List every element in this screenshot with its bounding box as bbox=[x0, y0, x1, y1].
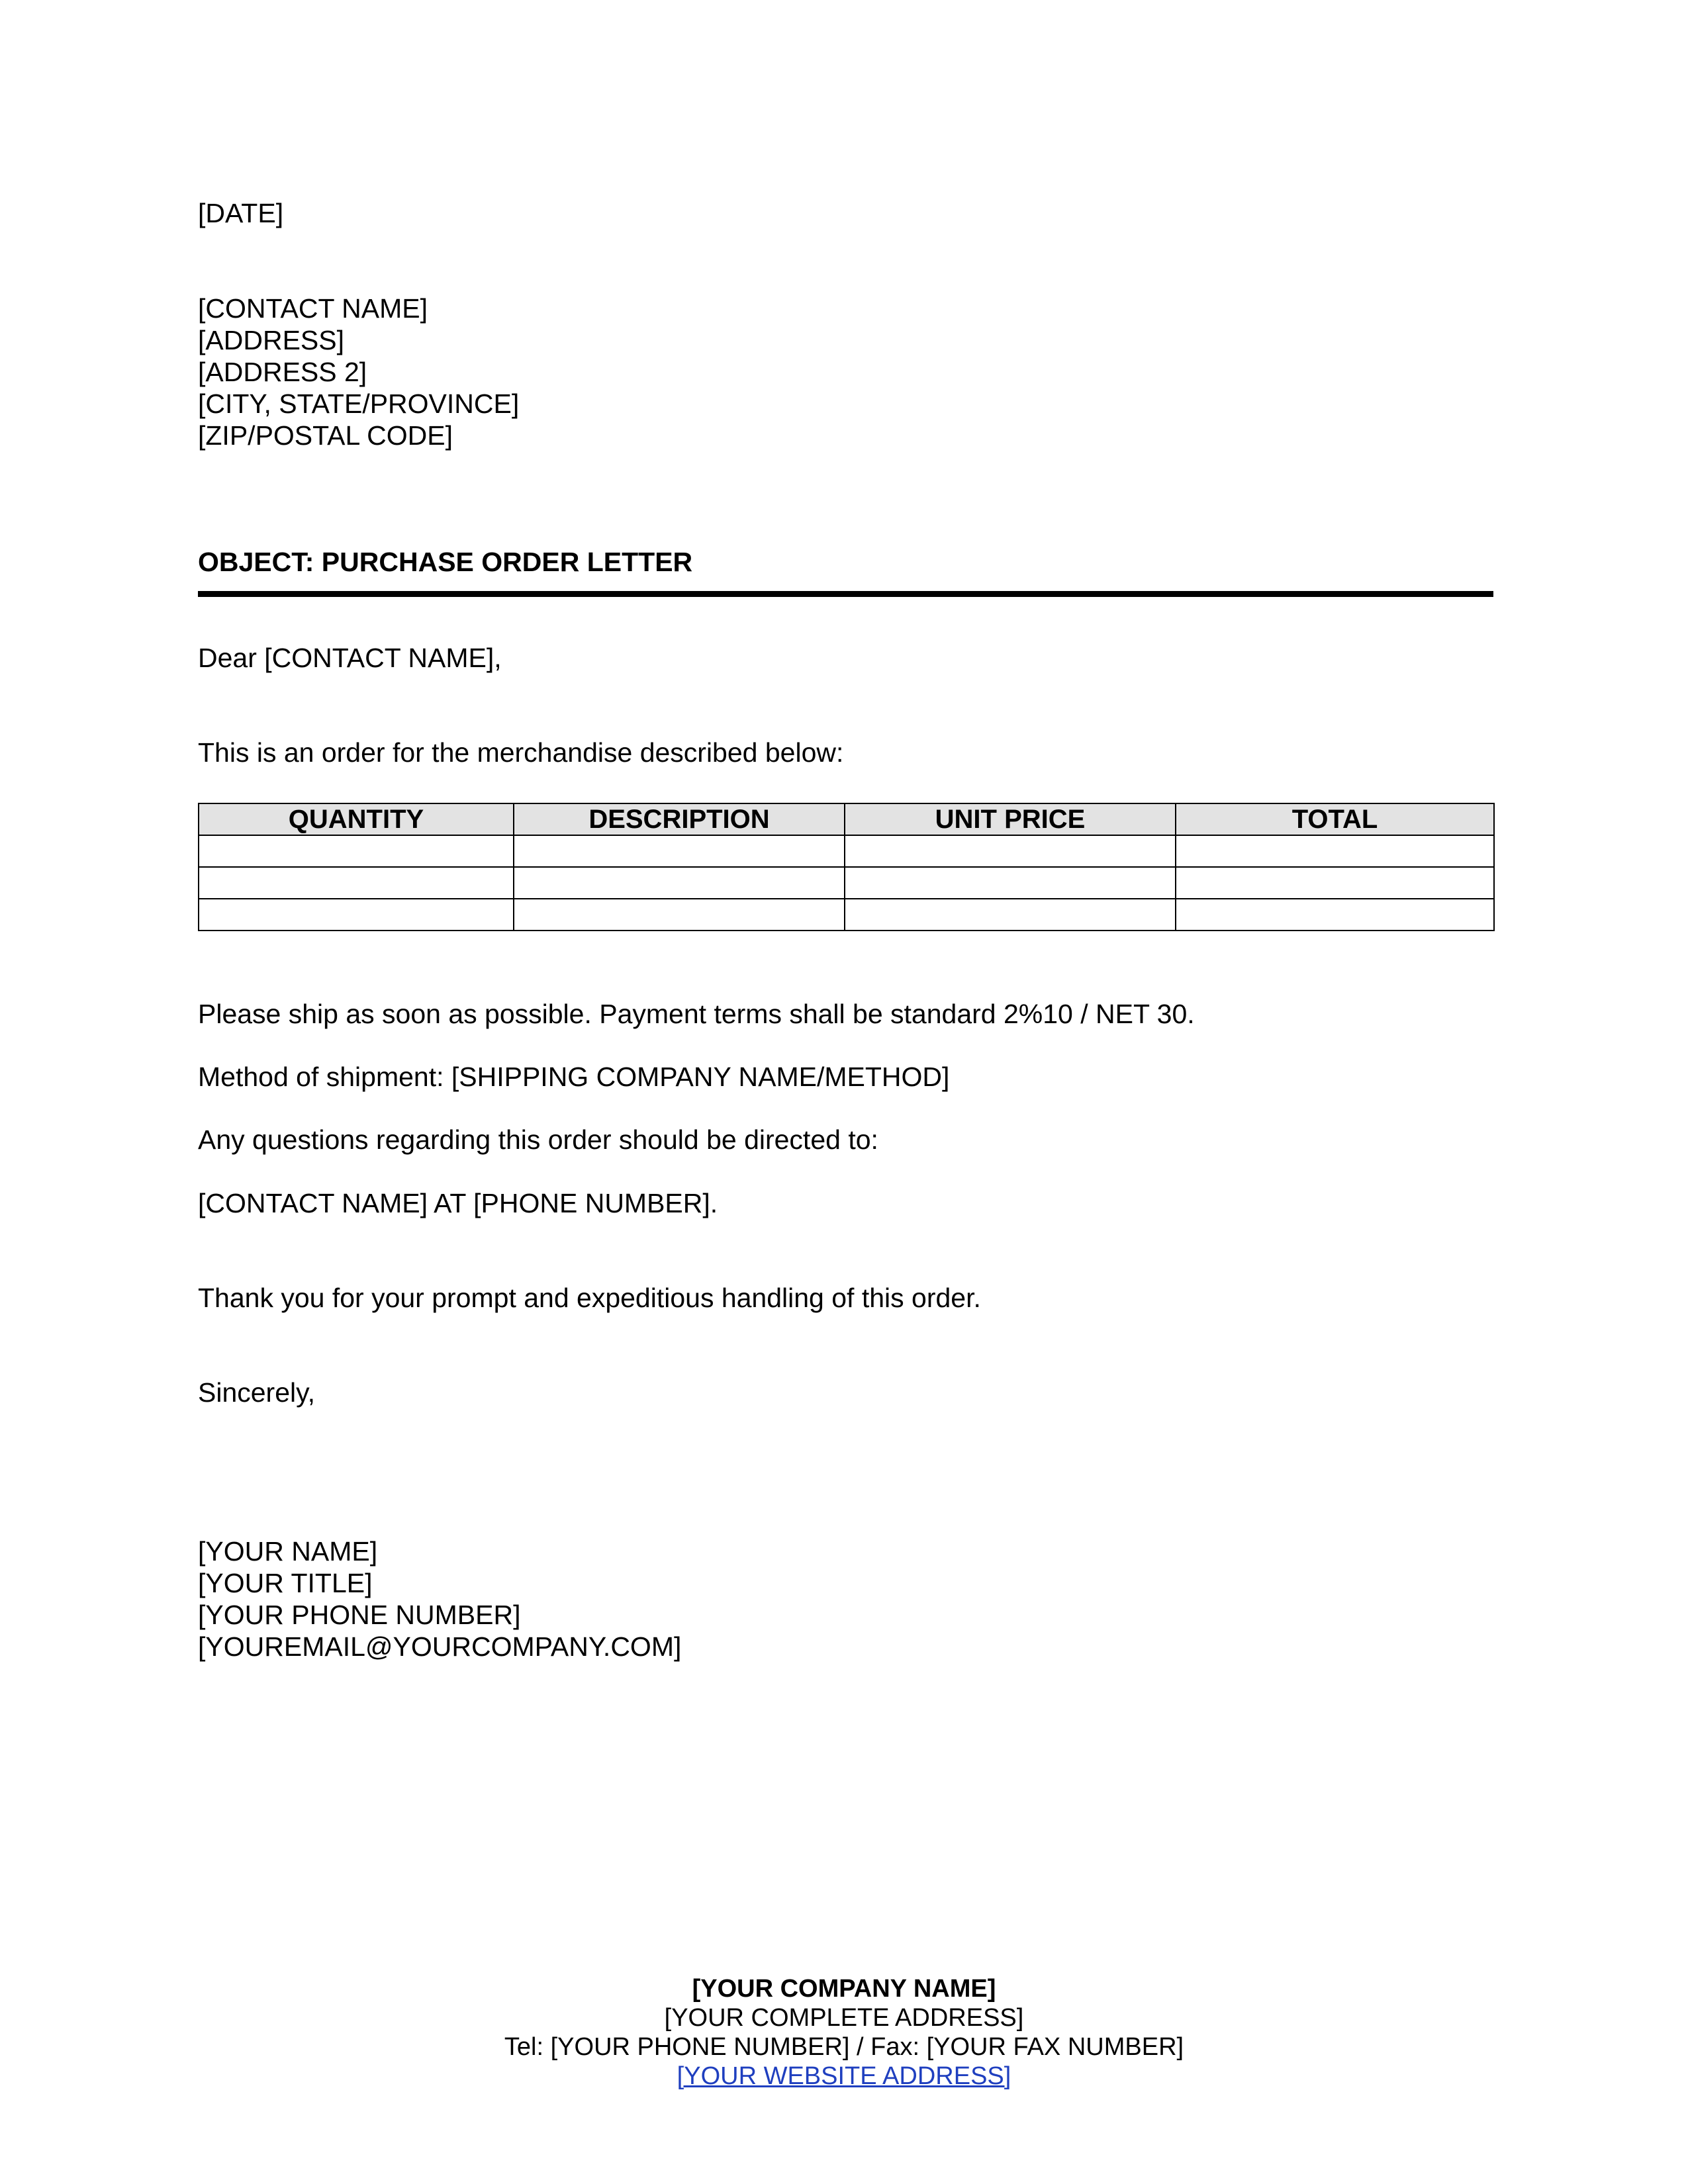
intro-text: This is an order for the merchandise described below: bbox=[198, 737, 844, 768]
table-cell bbox=[514, 867, 845, 899]
recipient-address: [ADDRESS] bbox=[198, 325, 344, 355]
table-cell bbox=[199, 899, 514, 931]
table-cell bbox=[845, 867, 1176, 899]
recipient-address-2: [ADDRESS 2] bbox=[198, 357, 367, 387]
table-cell bbox=[845, 899, 1176, 931]
footer-company-name: [YOUR COMPANY NAME] bbox=[692, 1975, 996, 2003]
recipient-name: [CONTACT NAME] bbox=[198, 293, 428, 324]
contact-text: [CONTACT NAME] AT [PHONE NUMBER]. bbox=[198, 1188, 718, 1218]
letter-date: [DATE] bbox=[198, 198, 284, 228]
table-header-row bbox=[199, 803, 1494, 835]
table-cell bbox=[1176, 835, 1494, 867]
recipient-block bbox=[198, 293, 519, 451]
table-row bbox=[199, 835, 1494, 867]
subject-heading: OBJECT: PURCHASE ORDER LETTER bbox=[198, 547, 693, 577]
thanks-text: Thank you for your prompt and expeditious handling of this order. bbox=[198, 1283, 981, 1313]
order-table bbox=[198, 803, 1495, 931]
signature-email: [YOUREMAIL@YOURCOMPANY.COM] bbox=[198, 1631, 682, 1662]
header-description: DESCRIPTION bbox=[514, 803, 845, 835]
footer-contact: Tel: [YOUR PHONE NUMBER] / Fax: [YOUR FAX NUMBER] bbox=[504, 2033, 1184, 2061]
signature-name: [YOUR NAME] bbox=[198, 1536, 378, 1567]
table-cell bbox=[1176, 867, 1494, 899]
subject-divider bbox=[198, 591, 1493, 597]
recipient-city-state: [CITY, STATE/PROVINCE] bbox=[198, 388, 520, 419]
table-row bbox=[199, 867, 1494, 899]
table-cell bbox=[199, 867, 514, 899]
closing-text: Sincerely, bbox=[198, 1377, 315, 1408]
table-row bbox=[199, 899, 1494, 931]
table-cell bbox=[845, 835, 1176, 867]
signature-block bbox=[198, 1535, 681, 1662]
shipping-terms-text: Please ship as soon as possible. Payment terms shall be standard 2%10 / NET 30. bbox=[198, 999, 1195, 1029]
header-quantity: QUANTITY bbox=[199, 803, 514, 835]
header-unit-price: UNIT PRICE bbox=[845, 803, 1176, 835]
letterhead-footer bbox=[0, 1974, 1688, 2091]
salutation: Dear [CONTACT NAME], bbox=[198, 643, 502, 673]
footer-website-link[interactable]: [YOUR WEBSITE ADDRESS] bbox=[677, 2062, 1011, 2090]
signature-phone: [YOUR PHONE NUMBER] bbox=[198, 1600, 521, 1630]
table-cell bbox=[199, 835, 514, 867]
table-cell bbox=[514, 835, 845, 867]
questions-text: Any questions regarding this order should be directed to: bbox=[198, 1124, 878, 1155]
header-total: TOTAL bbox=[1176, 803, 1494, 835]
table-cell bbox=[1176, 899, 1494, 931]
table-cell bbox=[514, 899, 845, 931]
signature-title: [YOUR TITLE] bbox=[198, 1568, 373, 1598]
recipient-zip: [ZIP/POSTAL CODE] bbox=[198, 420, 453, 451]
footer-address: [YOUR COMPLETE ADDRESS] bbox=[664, 2004, 1024, 2032]
shipment-method-text: Method of shipment: [SHIPPING COMPANY NAME/METHOD] bbox=[198, 1062, 950, 1092]
